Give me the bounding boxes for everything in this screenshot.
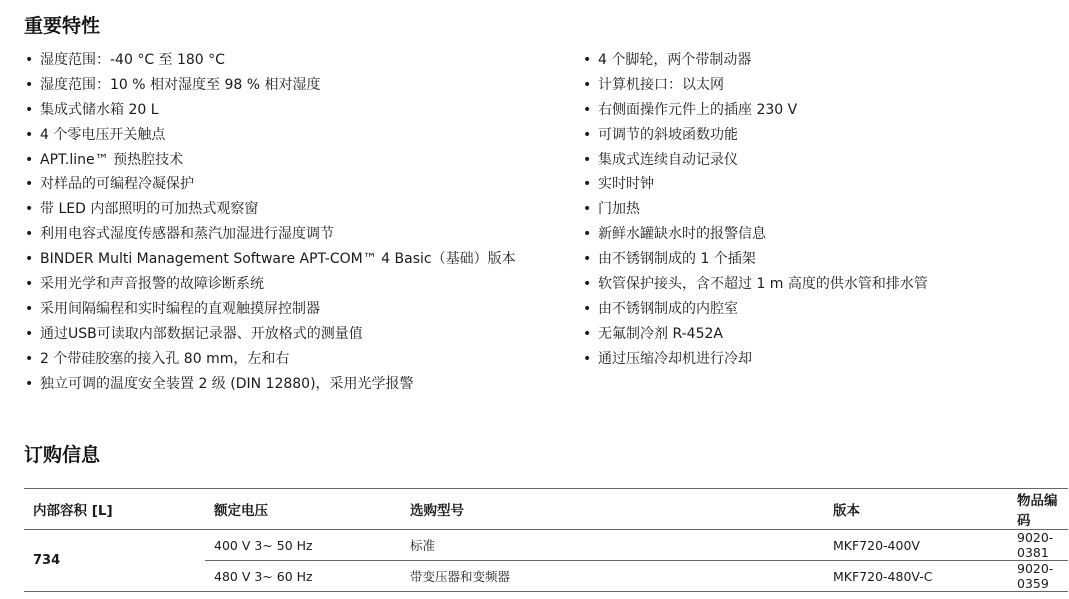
- feature-text: 门加热: [598, 201, 640, 218]
- voltage-cell: 400 V 3~ 50 Hz: [205, 530, 401, 561]
- feature-text: 湿度范围：10 % 相对湿度至 98 % 相对湿度: [40, 76, 321, 93]
- header-version: 版本: [824, 489, 1008, 530]
- feature-item: [582, 322, 1052, 347]
- ordering-table: [24, 488, 1068, 592]
- bullet-marker: •: [25, 375, 34, 392]
- feature-item: [582, 347, 1052, 372]
- feature-text: 软管保护接头，含不超过 1 m 高度的供水管和排水管: [598, 276, 928, 293]
- feature-text: 计算机接口：以太网: [598, 76, 724, 93]
- feature-item: [24, 73, 564, 98]
- feature-item: [24, 222, 564, 247]
- bullet-marker: •: [583, 325, 592, 342]
- feature-text: 利用电容式湿度传感器和蒸汽加湿进行湿度调节: [40, 226, 334, 243]
- bullet-marker: •: [25, 176, 34, 193]
- bullet-marker: •: [25, 276, 34, 293]
- version-cell: MKF720-400V: [824, 530, 1008, 561]
- bullet-marker: •: [25, 350, 34, 367]
- bullet-marker: •: [583, 276, 592, 293]
- feature-item: [582, 73, 1052, 98]
- feature-text: APT.line™ 预热腔技术: [40, 151, 184, 168]
- item-code-cell: 9020-0381: [1008, 530, 1068, 561]
- feature-text: 集成式储水箱 20 L: [40, 101, 159, 118]
- feature-item: [582, 48, 1052, 73]
- bullet-marker: •: [583, 176, 592, 193]
- feature-item: [24, 197, 564, 222]
- feature-text: 集成式连续自动记录仪: [598, 151, 738, 168]
- feature-text: 带 LED 内部照明的可加热式观察窗: [40, 201, 259, 218]
- header-voltage: 额定电压: [205, 489, 401, 530]
- feature-text: 对样品的可编程冷凝保护: [40, 176, 194, 193]
- feature-item: [582, 297, 1052, 322]
- option-cell: 带变压器和变频器: [401, 561, 824, 592]
- feature-text: 4 个零电压开关触点: [40, 126, 166, 143]
- bullet-marker: •: [583, 300, 592, 317]
- bullet-marker: •: [583, 151, 592, 168]
- feature-text: 实时时钟: [598, 176, 654, 193]
- feature-text: 湿度范围：-40 °C 至 180 °C: [40, 52, 225, 68]
- table-header-row: [24, 489, 1068, 530]
- feature-item: [582, 272, 1052, 297]
- version-cell: MKF720-480V-C: [824, 561, 1008, 592]
- table-row: [24, 530, 1068, 561]
- feature-text: BINDER Multi Management Software APT-COM™ 4 Basic（基础）版本: [40, 251, 516, 268]
- bullet-marker: •: [25, 300, 34, 317]
- bullet-marker: •: [583, 126, 592, 143]
- bullet-marker: •: [25, 151, 34, 168]
- feature-text: 右侧面操作元件上的插座 230 V: [598, 101, 798, 118]
- feature-text: 新鲜水罐缺水时的报警信息: [598, 226, 766, 243]
- bullet-marker: •: [583, 350, 592, 367]
- bullet-marker: •: [25, 251, 34, 268]
- bullet-marker: •: [25, 52, 34, 68]
- feature-item: [24, 322, 564, 347]
- feature-item: [24, 148, 564, 173]
- bullet-marker: •: [583, 251, 592, 268]
- feature-item: [582, 197, 1052, 222]
- bullet-marker: •: [25, 226, 34, 243]
- feature-list-right: [582, 48, 1052, 372]
- bullet-marker: •: [25, 201, 34, 218]
- feature-item: [24, 347, 564, 372]
- bullet-marker: •: [583, 226, 592, 243]
- feature-item: [24, 48, 564, 73]
- bullet-marker: •: [583, 201, 592, 218]
- feature-item: [582, 172, 1052, 197]
- item-code-cell: 9020-0359: [1008, 561, 1068, 592]
- feature-item: [24, 247, 564, 272]
- feature-text: 由不锈钢制成的 1 个插架: [598, 251, 756, 268]
- feature-item: [582, 98, 1052, 123]
- voltage-cell: 480 V 3~ 60 Hz: [205, 561, 401, 592]
- feature-item: [24, 98, 564, 123]
- feature-text: 4 个脚轮，两个带制动器: [598, 52, 752, 68]
- feature-item: [582, 222, 1052, 247]
- feature-text: 独立可调的温度安全装置 2 级 (DIN 12880)，采用光学报警: [40, 375, 414, 392]
- feature-text: 可调节的斜坡函数功能: [598, 126, 738, 143]
- bullet-marker: •: [583, 52, 592, 68]
- feature-item: [582, 123, 1052, 148]
- header-capacity: 内部容积 [L]: [24, 489, 205, 530]
- bullet-marker: •: [25, 76, 34, 93]
- bullet-marker: •: [583, 76, 592, 93]
- bullet-marker: •: [583, 101, 592, 118]
- feature-item: [24, 172, 564, 197]
- feature-text: 无氟制冷剂 R-452A: [598, 325, 723, 342]
- features-heading: 重要特性: [24, 15, 101, 37]
- feature-item: [24, 272, 564, 297]
- feature-text: 采用间隔编程和实时编程的直观触摸屏控制器: [40, 300, 320, 317]
- feature-text: 通过压缩冷却机进行冷却: [598, 350, 752, 367]
- ordering-heading: 订购信息: [24, 444, 101, 466]
- bullet-marker: •: [25, 101, 34, 118]
- feature-text: 通过USB可读取内部数据记录器、开放格式的测量值: [40, 325, 363, 342]
- bullet-marker: •: [25, 126, 34, 143]
- feature-item: [24, 297, 564, 322]
- feature-item: [24, 123, 564, 148]
- capacity-cell: 734: [24, 530, 205, 592]
- feature-item: [24, 372, 564, 397]
- header-option: 选购型号: [401, 489, 824, 530]
- feature-item: [582, 148, 1052, 173]
- feature-item: [582, 247, 1052, 272]
- feature-text: 采用光学和声音报警的故障诊断系统: [40, 276, 264, 293]
- feature-list-left: [24, 48, 564, 396]
- header-item-code: 物品编码: [1008, 489, 1068, 530]
- bullet-marker: •: [25, 325, 34, 342]
- option-cell: 标准: [401, 530, 824, 561]
- feature-text: 由不锈钢制成的内腔室: [598, 300, 738, 317]
- feature-text: 2 个带硅胶塞的接入孔 80 mm，左和右: [40, 350, 290, 367]
